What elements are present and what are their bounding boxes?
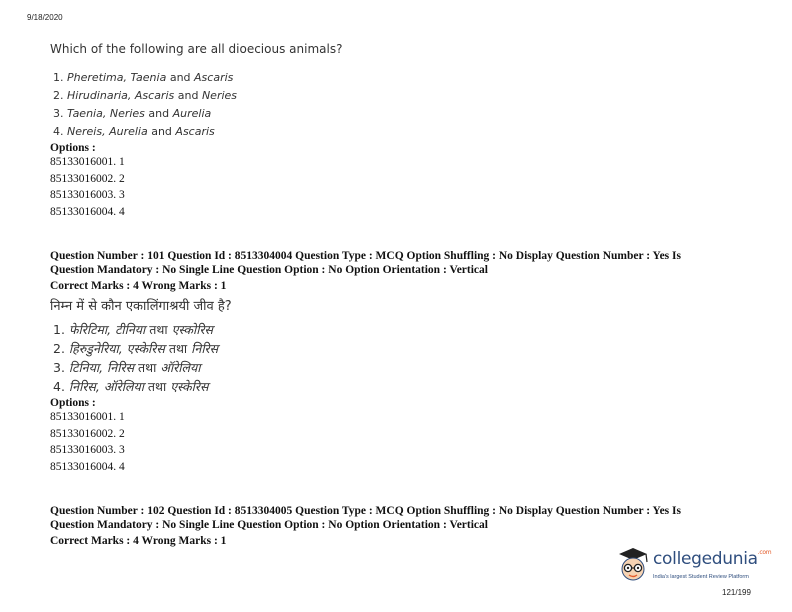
marks-line: Correct Marks : 4 Wrong Marks : 1 bbox=[50, 535, 227, 547]
option-code: 85133016002. 2 bbox=[50, 427, 125, 440]
options-label: Options : bbox=[50, 142, 96, 154]
answer-option-4: 4. Nereis, Aurelia and Ascaris bbox=[53, 125, 215, 138]
answer-option-1: 1. फेरिटिमा, टीनिया तथा एस्कोरिस bbox=[53, 322, 214, 337]
question-101-block bbox=[50, 249, 750, 475]
question-text: Which of the following are all dioecious animals? bbox=[50, 42, 343, 56]
question-meta-line-2: Question Mandatory : No Single Line Question Option : No Option Orientation : Vertical bbox=[50, 519, 488, 531]
option-code: 85133016003. 3 bbox=[50, 444, 125, 456]
answer-option-4: 4. निरिस, ऑरेलिया तथा एस्केरिस bbox=[53, 379, 209, 394]
answer-option-3: 3. Taenia, Neries and Aurelia bbox=[53, 107, 212, 120]
option-code: 85133016002. 2 bbox=[50, 172, 125, 185]
print-date: 9/18/2020 bbox=[27, 13, 63, 22]
option-code: 85133016003. 3 bbox=[50, 189, 125, 201]
answer-options bbox=[50, 320, 750, 396]
answer-option-1: 1. Pheretima, Taenia and Ascaris bbox=[53, 71, 234, 84]
question-text: निम्न में से कौन एकालिंगाश्रयी जीव है? bbox=[50, 299, 232, 314]
question-meta-line-2: Question Mandatory : No Single Line Question Option : No Option Orientation : Vertical bbox=[50, 264, 488, 276]
logo-wordmark: collegedunia$^{.com}$ bbox=[653, 549, 772, 569]
answer-options bbox=[50, 69, 750, 141]
mascot-icon bbox=[615, 545, 651, 585]
question-100-block bbox=[50, 42, 750, 220]
question-102-block bbox=[50, 504, 750, 548]
answer-option-3: 3. टिनिया, निरिस तथा ऑरेलिया bbox=[53, 360, 201, 375]
options-label: Options : bbox=[50, 397, 96, 409]
collegedunia-logo bbox=[615, 545, 772, 585]
option-code: 85133016001. 1 bbox=[50, 156, 125, 168]
question-meta-line-1: Question Number : 102 Question Id : 8513304005 Question Type : MCQ Option Shuffling : No Display Question Number : Yes Is bbox=[50, 505, 681, 517]
option-code: 85133016004. 4 bbox=[50, 460, 125, 473]
option-code: 85133016001. 1 bbox=[50, 411, 125, 423]
page-number: 121/199 bbox=[722, 588, 751, 597]
marks-line: Correct Marks : 4 Wrong Marks : 1 bbox=[50, 280, 227, 292]
logo-tagline: India's largest Student Review Platform bbox=[653, 574, 749, 580]
option-code: 85133016004. 4 bbox=[50, 205, 125, 218]
question-meta-line-1: Question Number : 101 Question Id : 8513304004 Question Type : MCQ Option Shuffling : No Display Question Number : Yes Is bbox=[50, 250, 681, 262]
answer-option-2: 2. हिरुडुनेरिया, एस्केरिस तथा निरिस bbox=[53, 341, 219, 356]
answer-option-2: 2. Hirudinaria, Ascaris and Neries bbox=[53, 89, 238, 102]
